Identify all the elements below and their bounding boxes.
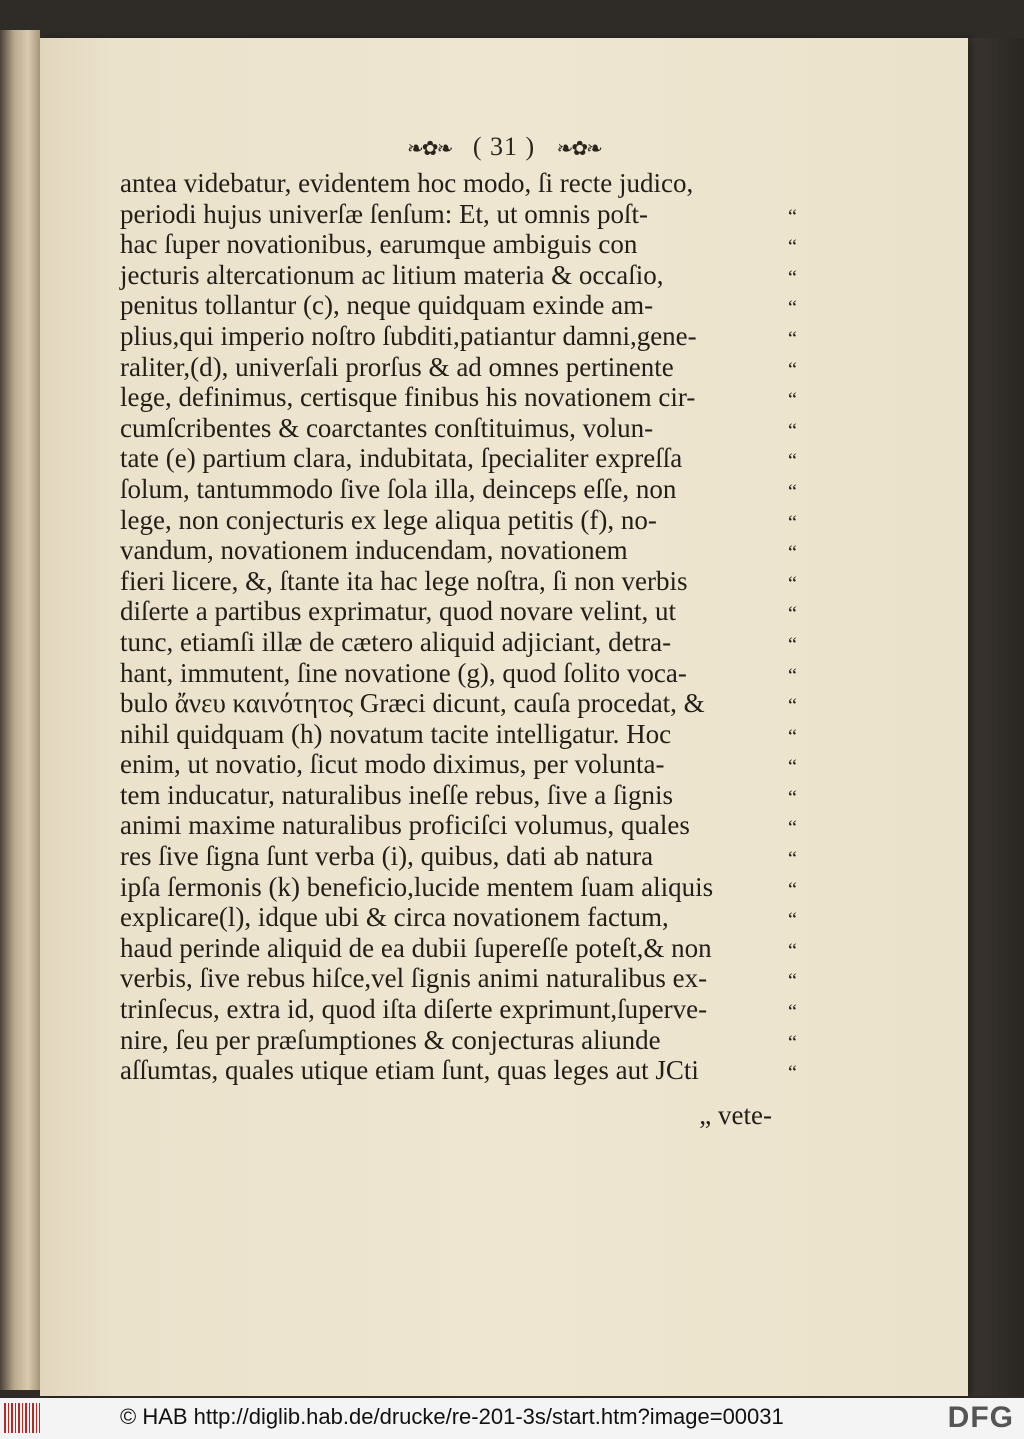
quote-mark: “ — [788, 358, 797, 381]
book-page — [40, 38, 968, 1396]
text-line: diſerte a partibus exprimatur, quod novare velint, ut — [120, 596, 677, 627]
quote-mark: “ — [788, 450, 797, 473]
text-line: hant, immutent, ſine novatione (g), quod ſolito voca- — [120, 657, 687, 688]
quote-mark: “ — [788, 970, 797, 993]
running-header — [40, 132, 968, 168]
text-line: vandum, novationem inducendam, novationem — [120, 535, 628, 566]
text-line: tunc, etiamſi illæ de cætero aliquid adjiciant, detra- — [120, 626, 672, 657]
text-line: cumſcribentes & coarctantes conſtituimus, volun- — [120, 412, 654, 443]
quote-mark: “ — [788, 878, 797, 901]
quote-mark: “ — [788, 909, 797, 932]
quote-mark: “ — [788, 419, 797, 442]
quote-mark: “ — [788, 236, 797, 259]
quote-mark: “ — [788, 297, 797, 320]
quote-mark: “ — [788, 266, 797, 289]
text-line: lege, definimus, certisque finibus his novationem cir- — [120, 382, 696, 413]
quote-mark: “ — [788, 511, 797, 534]
quote-mark: “ — [788, 786, 797, 809]
copyright-link[interactable]: © HAB http://diglib.hab.de/drucke/re-201-3s/start.htm?image=00031 — [120, 1404, 784, 1429]
viewer-footer — [0, 1398, 1024, 1439]
text-line: tem inducatur, naturalibus ineſſe rebus, ſive a ſignis — [120, 779, 674, 810]
quote-mark: “ — [788, 695, 797, 718]
quote-mark: “ — [788, 327, 797, 350]
quote-mark: “ — [788, 1062, 797, 1085]
quote-mark: “ — [788, 725, 797, 748]
text-line: trinſecus, extra id, quod iſta diſerte exprimunt,ſuperve- — [120, 994, 708, 1025]
quote-mark: “ — [788, 1001, 797, 1024]
text-line: fieri licere, &, ſtante ita hac lege noſtra, ſi non verbis — [120, 565, 688, 596]
ornament-left-icon: ❧✿❧ — [407, 138, 452, 160]
text-line: ſolum, tantummodo ſive ſola illa, deinceps eſſe, non — [120, 473, 677, 504]
catchword: „ vete- — [699, 1100, 772, 1130]
text-line: jecturis altercationum ac litium materia & occaſio, — [120, 259, 664, 290]
quote-mark — [788, 171, 818, 202]
text-line: tate (e) partium clara, indubitata, ſpecialiter expreſſa — [120, 443, 683, 474]
margin-quote-marks — [788, 171, 818, 1089]
quote-mark: “ — [788, 572, 797, 595]
text-line: lege, non conjecturis ex lege aliqua petitis (f), no- — [120, 504, 657, 535]
ornament-right-icon: ❧✿❧ — [556, 138, 601, 160]
quote-mark: “ — [788, 1031, 797, 1054]
quote-mark: “ — [788, 848, 797, 871]
text-line: periodi hujus univerſæ ſenſum: Et, ut omnis poſt- — [120, 198, 648, 229]
text-line: nire, ſeu per præſumptiones & conjecturas aliunde — [120, 1024, 661, 1055]
text-line: ipſa ſermonis (k) beneficio,lucide mentem ſuam aliquis — [120, 871, 714, 902]
text-line: explicare(l), idque ubi & circa novationem factum, — [120, 902, 669, 933]
text-line: verbis, ſive rebus hiſce,vel ſignis animi naturalibus ex- — [120, 963, 708, 994]
quote-mark: “ — [788, 603, 797, 626]
text-line: bulo ἄνευ καινότητος Græci dicunt, cauſa procedat, & — [120, 688, 705, 719]
text-line: animi maxime naturalibus proficiſci volumus, quales — [120, 810, 690, 841]
quote-mark: “ — [788, 939, 797, 962]
dfg-logo: DFG — [947, 1401, 1014, 1434]
text-line: nihil quidquam (h) novatum tacite intelligatur. Hoc — [120, 718, 672, 749]
text-line: aſſumtas, quales utique etiam ſunt, quas leges aut JCti — [120, 1055, 699, 1086]
book-edge — [0, 30, 40, 1390]
text-line: raliter,(d), univerſali prorſus & ad omnes pertinente — [120, 351, 674, 382]
text-line: enim, ut novatio, ſicut modo diximus, per volunta- — [120, 749, 665, 780]
background-shadow — [968, 38, 1024, 1396]
quote-mark: “ — [788, 817, 797, 840]
text-line: penitus tollantur (c), neque quidquam exinde am- — [120, 290, 654, 321]
quote-mark: “ — [788, 542, 797, 565]
quote-mark: “ — [788, 480, 797, 503]
quote-mark: “ — [788, 205, 797, 228]
barcode-icon — [4, 1403, 40, 1433]
text-line: plius,qui imperio noſtro ſubditi,patiantur damni,gene- — [120, 320, 697, 351]
quote-mark: “ — [788, 633, 797, 656]
text-line: haud perinde aliquid de ea dubii ſupereſſe poteſt,& non — [120, 932, 712, 963]
text-line: antea videbatur, evidentem hoc modo, ſi recte judico, — [120, 168, 694, 198]
quote-mark: “ — [788, 389, 797, 412]
text-line: res ſive ſigna ſunt verba (i), quibus, dati ab natura — [120, 841, 654, 872]
page-number: ( 31 ) — [472, 132, 536, 161]
body-text — [120, 168, 802, 1086]
quote-mark: “ — [788, 756, 797, 779]
text-line: hac ſuper novationibus, earumque ambiguis con — [120, 229, 638, 260]
quote-mark: “ — [788, 664, 797, 687]
